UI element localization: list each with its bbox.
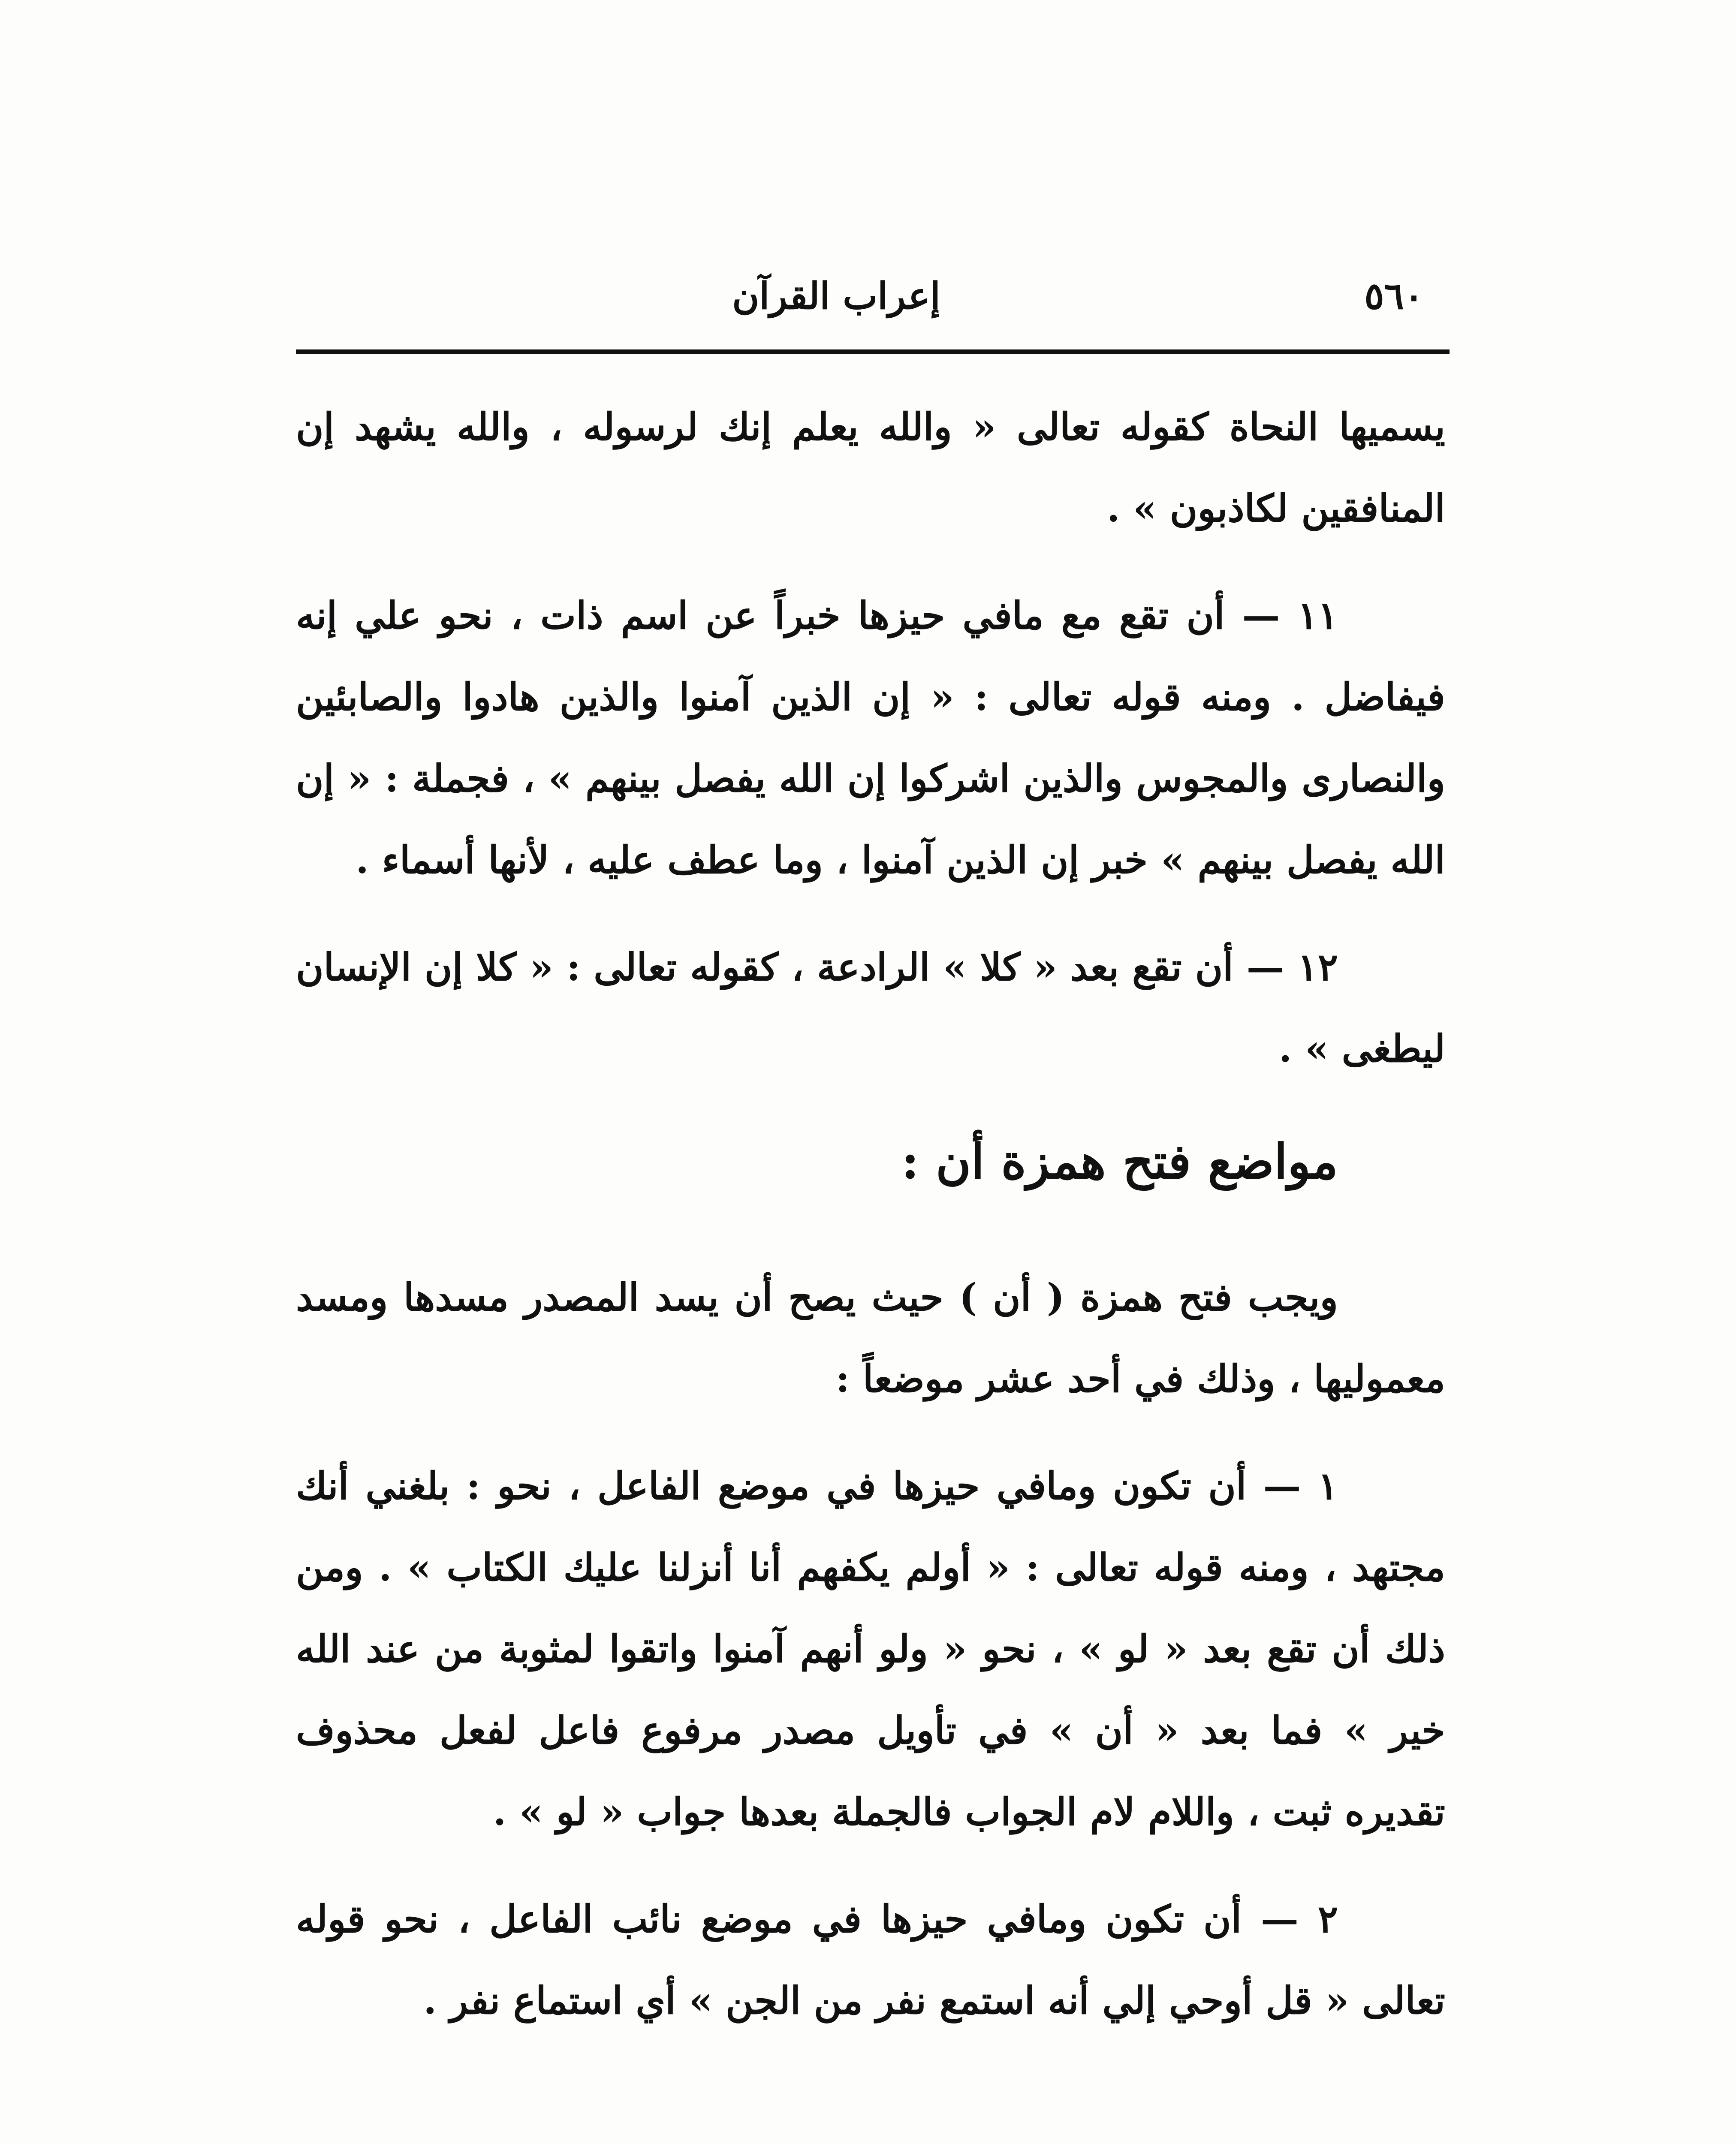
section-heading: مواضع فتح همزة أن :	[901, 1134, 1338, 1190]
page-body	[296, 386, 1445, 2067]
section-item-1: ١ — أن تكون ومافي حيزها في موضع الفاعل ، نحو : بلغني أنك مجتهد ، ومنه قوله تعالى : « أولم يكفهم أنا أنزلنا عليك الكتاب » . ومن ذلك أن تقع بعد « لو » ، نحو « ولو أنهم آمنوا واتقوا لمثوبة من عند الله خير » فما بعد « أن » في تأويل مصدر مرفوع فاعل لفعل محذوف تقديره ثبت ، واللام لام الجواب فالجملة بعدها جواب « لو » .	[296, 1463, 1445, 1834]
page-number: ٥٦٠	[1364, 274, 1424, 318]
section-intro: ويجب فتح همزة ( أن ) حيث يصح أن يسد المصدر مسدها ومسد معموليها ، وذلك في أحد عشر موضعاً :	[296, 1275, 1445, 1401]
paragraph-continued: يسميها النحاة كقوله تعالى « والله يعلم إنك لرسوله ، والله يشهد إن المنافقين لكاذبون » .	[296, 404, 1445, 530]
book-title: إعراب القرآن	[732, 274, 940, 318]
paragraph-item-12: ١٢ — أن تقع بعد « كلا » الرادعة ، كقوله تعالى : « كلا إن الإنسان ليطغى » .	[296, 945, 1445, 1071]
header-rule	[296, 349, 1450, 354]
section-item-2: ٢ — أن تكون ومافي حيزها في موضع نائب الفاعل ، نحو قوله تعالى « قل أوحي إلي أنه استمع نفر من الجن » أي استماع نفر .	[296, 1897, 1445, 2023]
paragraph-item-11: ١١ — أن تقع مع مافي حيزها خبراً عن اسم ذات ، نحو علي إنه فيفاضل . ومنه قوله تعالى : « إن الذين آمنوا والذين هادوا والصابئين والنصارى والمجوس والذين اشركوا إن الله يفصل بينهم » ، فجملة : « إن الله يفصل بينهم » خبر إن الذين آمنوا ، وما عطف عليه ، لأنها أسماء .	[296, 593, 1445, 882]
running-head	[292, 266, 1450, 330]
